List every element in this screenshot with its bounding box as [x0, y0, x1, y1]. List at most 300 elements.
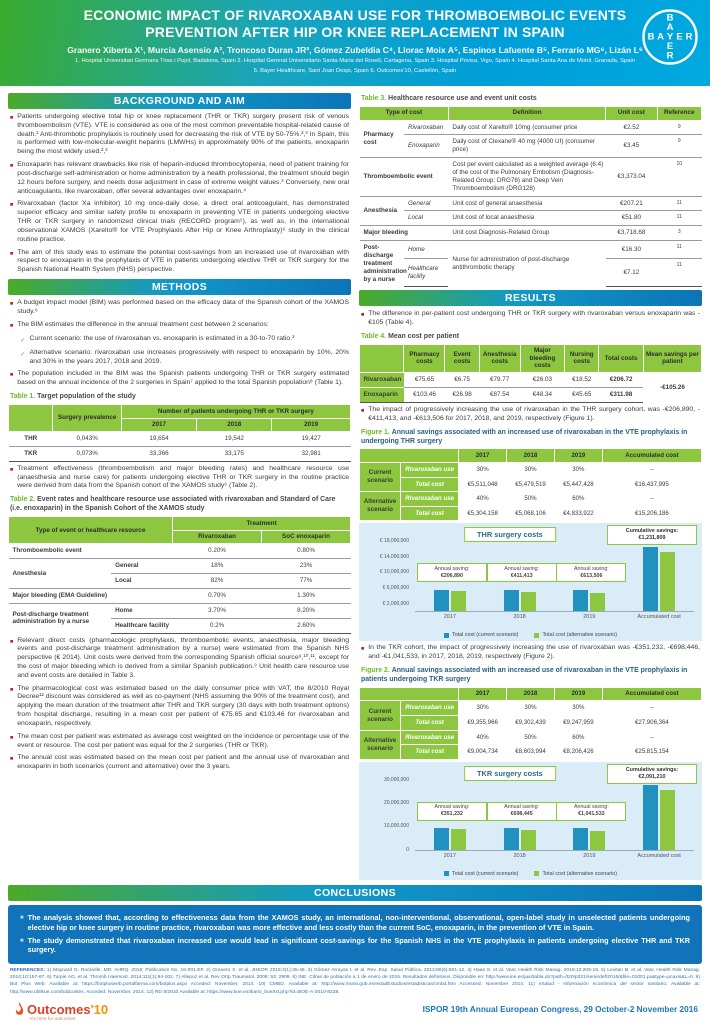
figure-2-title: Figure 2. Annual savings associated with an increased use of rivaroxaban in the VTE prophylaxis in patients undergoing TKR surgery: [361, 667, 688, 683]
check-icon: ✓: [20, 350, 26, 358]
table-cell: 50%: [507, 730, 555, 745]
table-cell: 1.30%: [262, 588, 351, 603]
x-axis-label: 2018: [513, 852, 526, 859]
table-cell: General: [404, 196, 448, 211]
bullet-text: Relevant direct costs (pharmacologic prophylaxis, thromboembolic events, anaesthesia, major bleeding events and post-discharge treatment administration by a nurse) were estimated from the Spanish NHS perspective (€ 2014). Unit costs were derived from the corresponding Spanish official source⁹,¹⁰,¹¹, except for the cost of major bleeding which is derived from a similar Spanish publication.⁹ Unit health care resource use and event costs are detailed in Table 3.: [17, 636, 349, 679]
table-cell: 2.60%: [262, 618, 351, 633]
table-header-cell: 2017: [121, 418, 196, 432]
table-cell: Major bleeding (EMA Guideline): [9, 588, 173, 603]
bullet-item: [10, 249, 349, 275]
figure-2-chart: [359, 762, 702, 880]
check-icon: ✓: [20, 336, 26, 344]
table-header-cell: Type of event or healthcare resource: [9, 517, 173, 544]
table-header-cell: 2018: [197, 418, 272, 432]
outcomes10-logo: [14, 1001, 108, 1022]
table-cell: 9: [657, 120, 701, 135]
table-cell: €26.98: [445, 388, 479, 403]
bullet-text: Enoxaparin has relevant drawbacks like risk of heparin-induced thrombocytopenia, need of patient training for post-discharge self-administration or home administration by a health professional, the treatment should begin 12 hours before surgery, and needs dose adjustment in case of extreme weight values.³ Conversely, new oral anticoagulants, like rivaroxaban, offer several advantages over enoxaparin.⁴: [17, 161, 349, 195]
table-cell: –: [602, 462, 701, 477]
bar-current-scenario: [504, 828, 519, 850]
table-cell: –: [602, 701, 701, 716]
table-cell: Rivaroxaban: [404, 120, 448, 135]
bullet-marker: ■: [10, 202, 14, 209]
table-cell: Enoxaparin: [360, 388, 404, 403]
bullet-text: The aim of this study was to estimate the potential cost-savings from an increased use of rivaroxaban with respect to enoxaparin in the prophylaxis of VTE in patients undergoing elective THR or TKR surgery for the Spanish National Health System (NHS) perspective.: [17, 248, 349, 274]
table-cell: €5,447,428: [554, 477, 602, 492]
table-cell: 0,073%: [53, 446, 121, 461]
bayer-logo-letter: E: [676, 31, 683, 43]
bayer-logo-letter: Y: [666, 31, 674, 43]
table-3: [359, 106, 702, 287]
legend-item: Total cost (alternative scenario): [534, 871, 617, 877]
table-cell: 19,427: [272, 432, 351, 447]
y-axis-label: 20,000,000: [383, 800, 409, 807]
table-cell: €8,206,426: [554, 745, 602, 760]
table-cell: Healthcare facility: [111, 618, 173, 633]
table-header-cell: 2017: [459, 687, 507, 700]
bar-alternative-scenario: [451, 591, 466, 612]
bullet-marker: ■: [10, 322, 14, 329]
table-cell: Thromboembolic event: [9, 544, 173, 559]
table-4-title: Table 4. Mean cost per patient: [361, 332, 459, 340]
table-2: [8, 516, 351, 633]
table-cell: Total cost: [401, 745, 459, 760]
bullet-text: The impact of progressively increasing the use of rivaroxaban in the THR surgery cohort, was -€206,890, -€411,413, and -€613,506 for 2017, 2018, and 2019, respectively (Figure 1).: [368, 405, 700, 422]
bullet-item: [361, 406, 700, 424]
table-cell: €5,304,158: [459, 506, 507, 521]
bullet-marker: ■: [10, 372, 14, 379]
table-cell: 0.2%: [173, 618, 262, 633]
table-cell: Alternative scenario: [360, 492, 401, 521]
table-cell: Alternative scenario: [360, 730, 401, 759]
table-cell: €3.45: [606, 135, 657, 158]
bullet-text: The annual cost was estimated based on the mean cost per patient and the annual use of rivaroxaban and enoxaparin in both scenarios (current and alternative) over the 3 years.: [17, 754, 349, 771]
x-axis-line: [415, 611, 694, 612]
bar-current-scenario: [573, 828, 588, 850]
table-cell: 3.70%: [173, 603, 262, 618]
flame-icon: [14, 1001, 25, 1016]
table-cell: 30%: [459, 462, 507, 477]
main-columns: [0, 86, 710, 880]
table-cell: Local: [111, 574, 173, 589]
authors-line: Granero Xiberta X¹, Murcia Asensio A², Troncoso Duran JR³, Gómez Zubeldia C⁴, Llorac Moix A⁵, Espinos Lafuente B⁵, Ferrario MG⁶, Lizán L⁶: [67, 44, 643, 55]
references-label: REFERENCES:: [10, 968, 46, 974]
bullet-item: [10, 321, 349, 331]
table-cell: Rivaroxaban use: [401, 492, 459, 507]
table-3-title: Table 3. Healthcare resource use and event unit costs: [361, 95, 537, 102]
table-cell: TKR: [9, 446, 53, 461]
table-header-cell: Accumulated cost: [602, 449, 701, 462]
table-cell: Total cost: [401, 506, 459, 521]
bullet-marker: ■: [20, 914, 24, 921]
bullet-marker: ■: [10, 163, 14, 170]
table-cell: 40%: [459, 492, 507, 507]
table-header-cell: [360, 687, 459, 700]
table-cell: 32,981: [272, 446, 351, 461]
table-cell: 30%: [554, 462, 602, 477]
table-cell: €9,302,439: [507, 716, 555, 731]
right-column: [359, 90, 702, 880]
poster-title: ECONOMIC IMPACT OF RIVAROXABAN USE FOR THROMBOEMBOLIC EVENTS PREVENTION AFTER HIP OR KNEE REPLACEMENT IN SPAIN: [83, 7, 627, 40]
table-cell: €7.12: [606, 259, 657, 287]
x-axis-label: 2019: [583, 614, 596, 621]
table-cell: Post-discharge treatment administration by a nurse: [360, 241, 404, 287]
bullet-item: [10, 733, 349, 751]
bullet-text: The population included in the BIM was the Spanish patients undergoing THR or TKR surgery estimated based on the annual incidence of the 2 surgeries in Spain⁷ applied to the total Spanish population⁸ (Table 1).: [17, 370, 349, 387]
table-cell: Anesthesia: [9, 559, 112, 589]
x-axis-label: 2017: [443, 614, 456, 621]
check-item: [20, 335, 349, 345]
bar-current-scenario: [643, 547, 658, 611]
bullet-marker: ■: [10, 301, 14, 308]
bullet-item: [10, 299, 349, 317]
bayer-logo-letter: R: [666, 50, 674, 62]
table-header-cell: SoC enoxaparin: [262, 530, 351, 544]
bullet-text: The mean cost per patient was estimated as average cost weighted on the incidence or percentage use of the event or resource. The cost per patient was equal for the 2 surgeries (THR or TKR).: [17, 732, 349, 749]
table-2-label: Table 2.: [10, 496, 36, 504]
table-cell: 50%: [507, 492, 555, 507]
table-cell: €3,373.04: [606, 158, 657, 196]
figure-2-label: Figure 2.: [361, 667, 390, 675]
left-column: [8, 90, 351, 776]
table-header-cell: Rivaroxaban: [173, 530, 262, 544]
bayer-logo-letter: A: [666, 22, 674, 33]
table-cell: Total cost: [401, 477, 459, 492]
section-heading-methods: METHODS: [8, 279, 351, 295]
table-header-cell: Surgery prevalence: [53, 405, 121, 432]
table-cell: 33,366: [121, 446, 196, 461]
table-cell: Post-discharge treatment administration by a nurse: [9, 603, 112, 633]
table-cell: €9,355,966: [459, 716, 507, 731]
section-heading-results: RESULTS: [359, 290, 702, 306]
x-axis-label: Accumulated cost: [637, 614, 681, 621]
table-cell: Rivaroxaban use: [401, 701, 459, 716]
table-cell: €5,511,048: [459, 477, 507, 492]
table-cell: 11: [657, 196, 701, 211]
check-item: [20, 349, 349, 367]
chart-legend: [359, 632, 702, 638]
references: [10, 967, 700, 995]
bar-current-scenario: [643, 785, 658, 850]
table-cell: €25,815,154: [602, 745, 701, 760]
chart-title: TKR surgery costs: [464, 766, 556, 781]
table-cell: Major bleeding: [360, 226, 449, 241]
table-cell: Cost per event calculated as a weighted average (6:4) of the cost of the Pulmonary Embolism (Diagnosis-Related Group; DRG78) and Deep Vein Thromboembolism (DRG128): [448, 158, 605, 196]
congress-footer-text: ISPOR 19th Annual European Congress, 29 October-2 November 2016: [422, 1004, 698, 1015]
bayer-logo-letter: A: [657, 31, 664, 43]
bayer-logo-letter: B: [666, 12, 674, 24]
table-header-cell: 2019: [554, 687, 602, 700]
table-header-cell: [360, 344, 404, 373]
table-cell: 60%: [554, 730, 602, 745]
figure-2-scenario-table: [359, 687, 702, 760]
table-cell: 11: [657, 211, 701, 226]
table-cell: Home: [111, 603, 173, 618]
table-cell: Local: [404, 211, 448, 226]
table-cell: €9,004,734: [459, 745, 507, 760]
table-cell: €79.77: [479, 373, 520, 388]
table-cell: €9,247,959: [554, 716, 602, 731]
table-header-cell: Type of cost: [360, 106, 449, 120]
bullet-marker: ■: [10, 756, 14, 763]
bullet-item: [10, 685, 349, 729]
table-cell: Nurse for administration of post-discharge antithrombotic therapy: [448, 241, 605, 287]
y-axis-label: € 2,000,000: [382, 600, 409, 607]
table-cell: 0,043%: [53, 432, 121, 447]
table-cell: 19,654: [121, 432, 196, 447]
x-axis-label: 2017: [443, 852, 456, 859]
table-cell: 82%: [173, 574, 262, 589]
table-cell: 40%: [459, 730, 507, 745]
table-cell: 77%: [262, 574, 351, 589]
bullet-text: Alternative scenario: rivaroxaban use increases progressively with respect to enoxaparin by 10%, 20% and 30% in the years 2017, 2018 and 2019.: [29, 348, 349, 365]
table-cell: Current scenario: [360, 701, 401, 730]
table-cell: 0.80%: [262, 544, 351, 559]
table-cell: €2.52: [606, 120, 657, 135]
bullet-text: Patients undergoing elective total hip or knee replacement (THR or TKR) surgery present risk of venous thromboembolism (VTE). VTE is considered as one of the most common preventable hospital-related cause of death.¹ Anti-thrombotic prophylaxis is routinely used for decreasing the risk of VTE by 50-75%.²,³ In Spain, this is performed with low-molecular-weight heparins (LMWHs) in approximately 90% of the patients, enoxaparin being the most widely used.²,³: [17, 113, 349, 156]
bayer-logo-letter: B: [647, 31, 655, 43]
bullet-marker: ■: [10, 686, 14, 693]
bullet-marker: ■: [10, 466, 14, 473]
table-cell: 30%: [507, 701, 555, 716]
y-axis-label: € 10,000,000: [379, 569, 409, 576]
table-header-cell: 2018: [507, 687, 555, 700]
table-cell: 19,542: [197, 432, 272, 447]
bullet-marker: ■: [10, 638, 14, 645]
footer: [0, 998, 710, 1022]
bayer-logo-letter: E: [666, 41, 674, 52]
table-header-cell: Total costs: [599, 344, 643, 373]
annual-saving-callout: Annual saving: €698,445: [487, 802, 557, 821]
x-axis-label: 2018: [513, 614, 526, 621]
table-1: [8, 404, 351, 462]
annual-saving-callout: Annual saving: €1,041,533: [556, 802, 626, 821]
table-cell: 60%: [554, 492, 602, 507]
table-cell: Daily cost of Xarelto® 10mg (consumer price: [448, 120, 605, 135]
table-header-cell: Mean savings per patient: [643, 344, 701, 373]
table-cell: Unit cost Diagnosis-Related Group: [448, 226, 605, 241]
table-cell: Enoxaparin: [404, 135, 448, 158]
bayer-logo-icon: [640, 7, 700, 72]
outcomes10-tagline: It's time for outcomes: [30, 1016, 76, 1022]
table-cell: Rivaroxaban: [360, 373, 404, 388]
x-axis-line: [415, 850, 694, 851]
outcomes10-wordmark: Outcomes'10: [27, 1001, 109, 1017]
bullet-text: The pharmacological cost was estimated based on the daily consumer price with VAT, the 8/2010 Royal Decree¹² discount was considered as well as co-payment (NHS assuming the 90% of the treatment cost), and applying the mean duration of the treatment after THR and TKR surgery (30 days with both treatment options) from hospital discharge, resulting in a mean cost per patient of €75.65 and €103.46 for rivaroxaban and enoxaparin, respectively.: [17, 684, 349, 727]
table-cell: 0.20%: [173, 544, 262, 559]
table-cell: Daily cost of Clexane® 40 mg (4000 UI) (consumer price): [448, 135, 605, 158]
table-cell: –: [602, 492, 701, 507]
table-cell: 9: [657, 135, 701, 158]
bullet-item: [10, 113, 349, 157]
legend-item: Total cost (current scenario): [444, 632, 519, 638]
table-4: [359, 344, 702, 403]
table-header-cell: Treatment: [173, 517, 351, 531]
table-header-cell: 2019: [272, 418, 351, 432]
bullet-item: [10, 200, 349, 244]
figure-1-title: Figure 1. Annual savings associated with an increased use of rivaroxaban in the VTE prophylaxis in undergoing THR surgery: [361, 428, 688, 445]
bar-alternative-scenario: [521, 592, 536, 612]
bullet-marker: ■: [20, 937, 24, 944]
table-cell: €45.65: [565, 388, 599, 403]
bullet-text: Treatment effectiveness (thromboembolism and major bleeding rates) and healthcare resource use (anaesthesia and nurse care) for patients undergoing elective THR or TKR surgery in the routine practice were derived from data from the Spanish cohort of the XAMOS study⁶ (Table 2).: [17, 464, 349, 490]
cumulative-savings-box: Cumulative savings: €2,091,210: [607, 764, 697, 784]
table-cell: €15,206,186: [602, 506, 701, 521]
table-1-label: Table 1.: [10, 393, 36, 401]
table-cell: €5,068,106: [507, 506, 555, 521]
bar-alternative-scenario: [590, 593, 605, 612]
table-header-cell: [9, 405, 53, 432]
table-cell: €6.75: [445, 373, 479, 388]
references-text: 1) Maynard G. Rockville, MD: AHRQ. 2016; Publication No. 16-001-EF. 2) Granero X. et al. JHEOR 2016;4(1):35-46. 3) Gómez Arrayas I. et al. Rev. Esp. Salud Pública. 2012;86(6):601-12. 4) Haas S. et al. Vasc Health Risk Manag. 2016;12:209-18. 5) Levitan B. et al. Vasc Health Risk Manag. 2014;10:157-67. 6) Turpie AG. et al. Thromb Haemost. 2014;111(1):94-102. 7) Allepuz et al. Rev Ortp Traumatol. 2009; 53: 2909. 8) INE. Cifras de población a 1 de enero de 2016. Resultados definitivos. Disponible en: http://www.ine.es/jaxi/tabla.do?path=/t20/p321/serie/def/2016/&file=01001.px&type=pcaxis&L=0. 9) Bot Plus Web. Available at: https://botplusweb.portalfarma.com/botplus.aspx Acceded: November, 2014. 10) CMBD. Available at: http://www.msssi.gob.es/estadEstudios/estadisticas/cmbd.htm Accessed: November 2014. 11) eSalud - Información económica del sector sanitario. Available at: http://www.oblikue.com/bddcostes. Acceded: November, 2014. 12) RD 8/2010 Available at: https://www.boe.es/diario_boe/txt.php?id=BOE-A-2010-8228.: [10, 968, 700, 995]
bar-current-scenario: [434, 828, 449, 850]
table-cell: 8.20%: [262, 603, 351, 618]
chart-legend: [359, 871, 702, 877]
affiliations-line-1: 1. Hospital Universitari Germans Trias i Pujol, Badalona, Spain 2. Hospital General Universitario Santa Maria del Rosell, Cartagena, Spain 3. Hospital Povisa, Vigo, Spain 4. Hospital Santa Ana de Motril, Granada, Spain: [75, 57, 635, 64]
bullet-marker: ■: [361, 311, 365, 318]
table-cell: Rivaroxaban use: [401, 462, 459, 477]
bar-alternative-scenario: [451, 829, 466, 850]
figure-1-scenario-table: [359, 448, 702, 521]
table-header-cell: Reference: [657, 106, 701, 120]
bullet-text: In the TKR cohort, the impact of progressively increasing the use of rivaroxaban was -€351,232, -€698,446, and -€1,041,533, in 2017, 2018, 2019, respectively (Figure 2).: [368, 644, 700, 661]
table-cell: €27,906,364: [602, 716, 701, 731]
bullet-text: The BIM estimates the difference in the annual treatment cost between 2 scenarios:: [17, 320, 269, 328]
x-axis-label: Accumulated cost: [637, 852, 681, 859]
bullet-text: The study demonstrated that rivaroxaban increased use would lead in significant cost-savings for the Spanish NHS in the VTE prophylaxis in patients undergoing elective THR and TKR surgery.: [27, 935, 690, 955]
table-cell: €4,833,922: [554, 506, 602, 521]
table-cell: €103.46: [404, 388, 445, 403]
table-cell: 11: [657, 259, 701, 287]
chart-title: THR surgery costs: [464, 527, 556, 542]
table-cell: €16.30: [606, 241, 657, 259]
bullet-marker: ■: [361, 646, 365, 653]
table-header-cell: Nursing costs: [565, 344, 599, 373]
bullet-item: [10, 754, 349, 772]
table-cell: €18.52: [565, 373, 599, 388]
annual-saving-callout: Annual saving: €351,232: [417, 802, 487, 821]
bar-alternative-scenario: [521, 830, 536, 850]
table-cell: 30%: [459, 701, 507, 716]
table-header-cell: 2017: [459, 449, 507, 462]
table-cell: THR: [9, 432, 53, 447]
bar-current-scenario: [504, 590, 519, 611]
table-3-label: Table 3.: [361, 95, 387, 102]
table-cell: €48.34: [520, 388, 564, 403]
table-cell: €207.21: [606, 196, 657, 211]
bullet-item: [20, 936, 690, 956]
cumulative-savings-box: Cumulative savings: €1,231,809: [607, 525, 697, 545]
bayer-logo-letter: R: [685, 31, 693, 43]
bullet-item: [10, 370, 349, 388]
bar-alternative-scenario: [660, 790, 675, 850]
table-header-cell: Unit cost: [606, 106, 657, 120]
annual-saving-callout: Annual saving: €613,506: [556, 563, 626, 582]
table-cell: Unit cost of general anaesthesia: [448, 196, 605, 211]
affiliations-line-2: 5. Bayer Healthcare, Sant Joan Despi, Spain 6. Outcomes'10, Castellón, Spain: [253, 67, 457, 74]
legend-item: Total cost (current scenario): [444, 871, 519, 877]
table-cell: 10: [657, 158, 701, 196]
table-cell: €5,479,519: [507, 477, 555, 492]
legend-item: Total cost (alternative scenario): [534, 632, 617, 638]
table-cell: 33,175: [197, 446, 272, 461]
table-header-cell: Event costs: [445, 344, 479, 373]
y-axis-label: 30,000,000: [383, 776, 409, 783]
table-header-cell: Accumulated cost: [602, 687, 701, 700]
table-1-title: Table 1. Target population of the study: [10, 393, 136, 401]
table-cell: Rivaroxaban use: [401, 730, 459, 745]
figure-1-chart: [359, 523, 702, 641]
y-axis-label: € 14,000,000: [379, 553, 409, 560]
table-header-cell: Pharmacy costs: [404, 344, 445, 373]
bullet-marker: ■: [10, 115, 14, 121]
bullet-text: Current scenario: the use of rivaroxaban vs. enoxaparin is estimated in a 30-to-70 ratio.³: [29, 334, 295, 342]
table-cell: €26.03: [520, 373, 564, 388]
table-cell: 11: [657, 241, 701, 259]
table-header-cell: 2018: [507, 449, 555, 462]
table-header-cell: Number of patients undergoing THR or TKR surgery: [121, 405, 350, 419]
bullet-text: A budget impact model (BIM) was performed based on the efficacy data of the Spanish cohort of the XAMOS study.⁶: [17, 299, 349, 315]
table-cell: 18%: [173, 559, 262, 574]
bullet-item: [361, 310, 700, 328]
table-cell: Pharmacy cost: [360, 120, 404, 158]
table-cell: 23%: [262, 559, 351, 574]
table-cell: Home: [404, 241, 448, 259]
bullet-item: [10, 637, 349, 681]
y-axis-label: € 18,000,000: [379, 538, 409, 545]
bar-current-scenario: [573, 590, 588, 611]
table-cell: General: [111, 559, 173, 574]
bar-alternative-scenario: [660, 552, 675, 611]
section-heading-conclusions: CONCLUSIONS: [8, 885, 702, 901]
y-axis-label: 10,000,000: [383, 823, 409, 830]
table-cell: Current scenario: [360, 462, 401, 491]
table-cell: €75.65: [404, 373, 445, 388]
bullet-marker: ■: [10, 250, 14, 257]
annual-saving-callout: Annual saving: €206,890: [417, 563, 487, 582]
table-cell: €206.72: [599, 373, 643, 388]
bar-alternative-scenario: [590, 831, 605, 850]
bullet-item: [20, 913, 690, 933]
table-cell: Unit cost of local anaesthesia: [448, 211, 605, 226]
table-header-cell: Major bleeding costs: [520, 344, 564, 373]
table-header-cell: 2019: [554, 449, 602, 462]
table-cell: Healthcare facility: [404, 259, 448, 287]
table-cell: Thromboembolic event: [360, 158, 449, 196]
table-cell: Total cost: [401, 716, 459, 731]
table-cell: €16,437,995: [602, 477, 701, 492]
poster-header: [0, 0, 710, 86]
table-cell: €8,603,994: [507, 745, 555, 760]
table-cell: €3,718.68: [606, 226, 657, 241]
bullet-item: [10, 465, 349, 491]
bullet-marker: ■: [10, 734, 14, 741]
bullet-text: Rivaroxaban (factor Xa inhibitor) 10 mg once-daily dose, a direct oral anticoagulant, has demonstrated superior efficacy and similar safety profile to enoxaparin in preventing VTE in patients undergoing elective THR or TKR surgery in randomized clinical trials (RECORD program⁵), as well as, in the international observational XAMOS (Xarelto® for VTE Prophylaxis After Hip or Knee Arthroplasty)⁶ study in the clinical routine practice.: [17, 200, 349, 243]
table-cell: 3: [657, 226, 701, 241]
table-header-cell: [360, 449, 459, 462]
section-heading-background-aim: BACKGROUND AND AIM: [8, 93, 351, 109]
table-cell: –: [602, 730, 701, 745]
y-axis-label: 0: [406, 846, 409, 853]
table-2-title: Table 2. Event rates and healthcare resource use associated with rivaroxaban and Standard of Care (i.e. enoxaparin) in the Spanish Cohort of the XAMOS study: [10, 496, 336, 513]
annual-saving-callout: Annual saving: €411,413: [487, 563, 557, 582]
bullet-item: [10, 161, 349, 196]
conclusions-box: [8, 905, 702, 964]
x-axis-label: 2019: [583, 852, 596, 859]
table-4-label: Table 4.: [361, 332, 387, 340]
table-header-cell: Definition: [448, 106, 605, 120]
figure-1-label: Figure 1.: [361, 428, 390, 436]
